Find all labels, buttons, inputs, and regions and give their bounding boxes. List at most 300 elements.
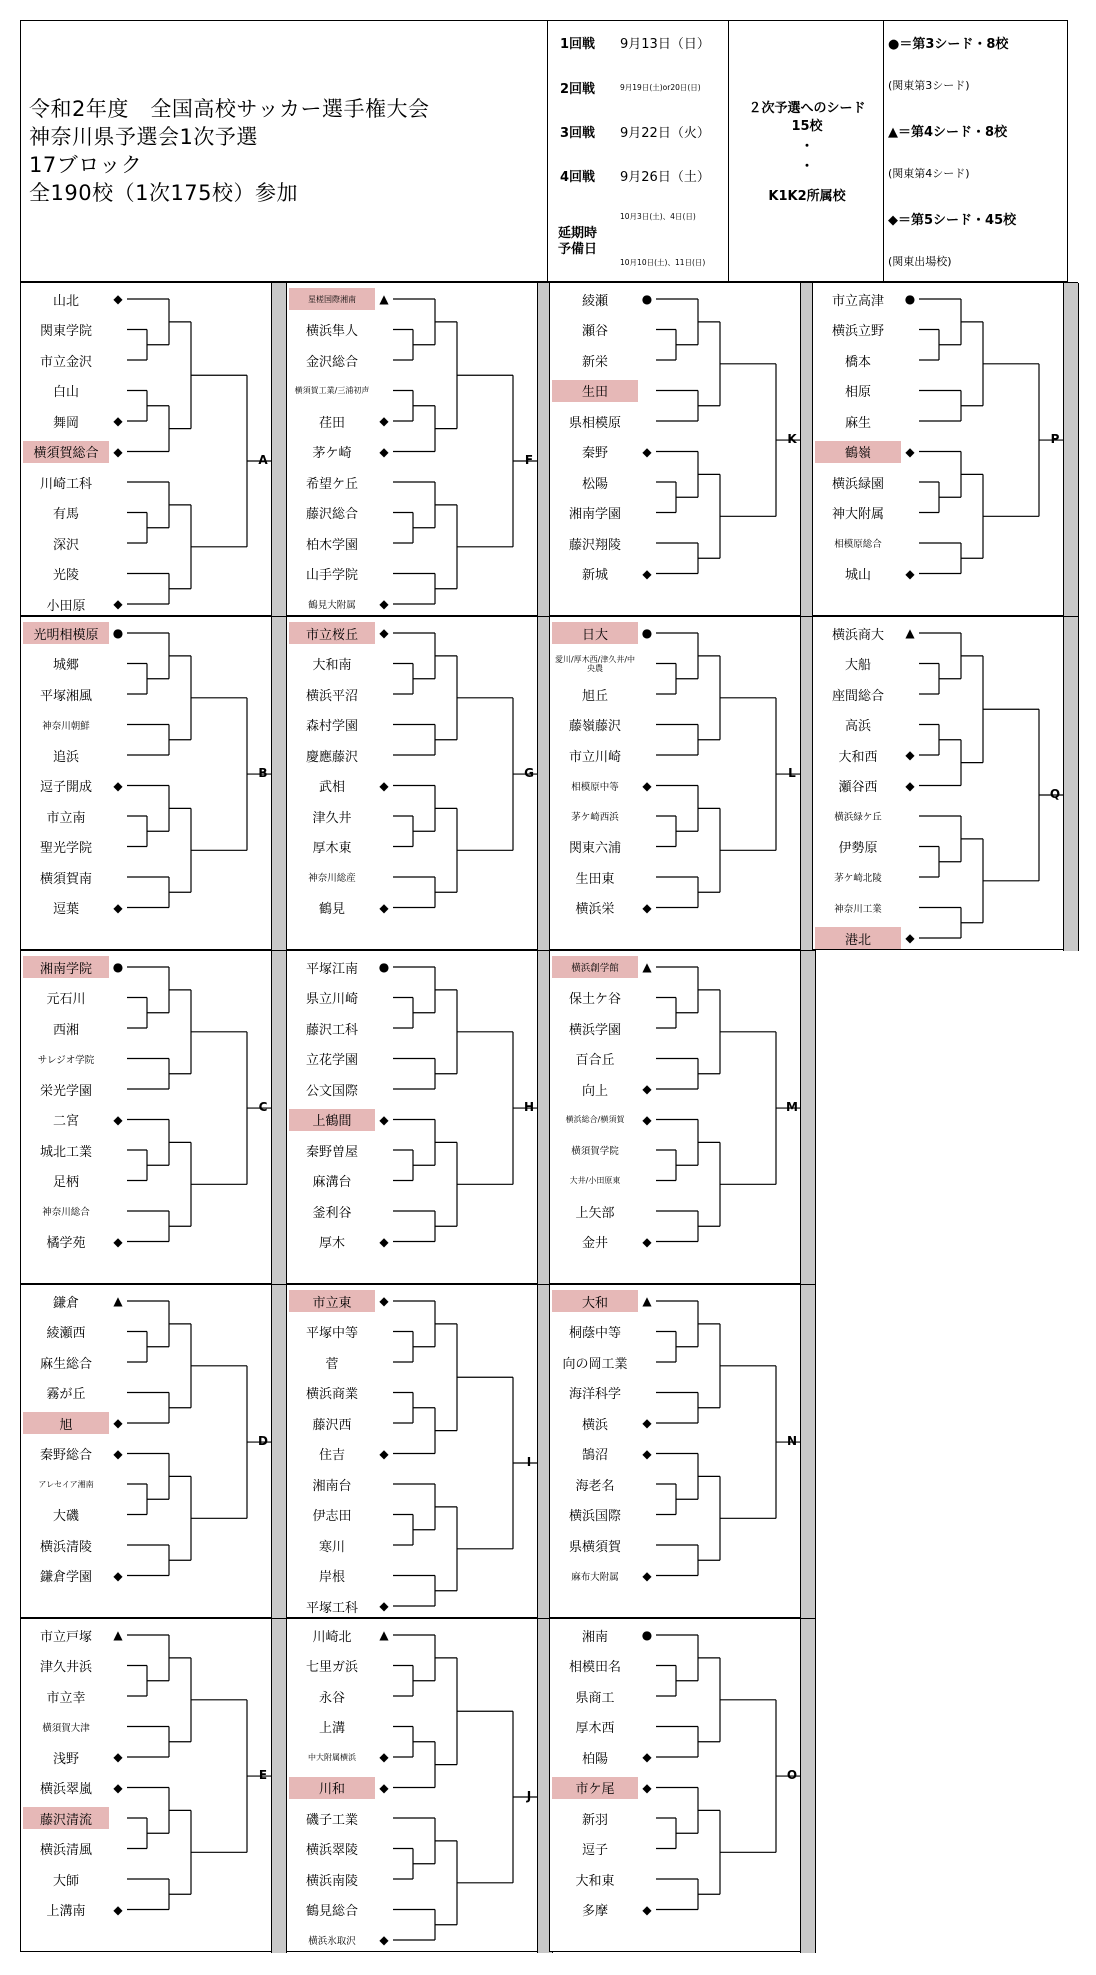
round-2-date: 9月19日(土)or20日(日) <box>620 83 701 92</box>
team-name: 横浜平沼 <box>305 688 358 704</box>
team-name: 市立高津 <box>831 293 884 309</box>
team-name: 新羽 <box>581 1812 608 1828</box>
team-name: サレジオ学院 <box>37 1054 95 1066</box>
seed-5-marker: ◆ <box>379 1933 389 1947</box>
team-name: 瀬谷 <box>581 324 608 339</box>
team-name: 関東学院 <box>39 324 92 339</box>
team-name: 横浜国際 <box>568 1509 621 1524</box>
round-4-date: 9月26日（土） <box>620 170 710 185</box>
seed-5-marker: ◆ <box>905 566 915 581</box>
reserve-label-2: 予備日 <box>558 242 598 257</box>
team-name: 海洋科学 <box>568 1387 621 1402</box>
title-line-1: 令和2年度 全国高校サッカー選手権大会 <box>29 97 430 121</box>
seed-4-marker: ▲ <box>113 1628 123 1642</box>
team-name: 秦野総合 <box>39 1448 92 1463</box>
team-name: 麻生総合 <box>39 1356 92 1372</box>
team-name: 藤沢総合 <box>305 507 358 522</box>
block-letter: L <box>788 766 796 781</box>
title-line-4: 全190校（1次175校）参加 <box>29 181 299 205</box>
seed-5-marker: ◆ <box>379 900 389 915</box>
seed-info-box <box>728 20 884 282</box>
seed-5-marker: ◆ <box>113 1568 123 1583</box>
team-name: 荏田 <box>318 415 345 431</box>
bracket-block-n <box>549 1284 815 1618</box>
team-name: 保土ケ谷 <box>568 992 621 1007</box>
team-name: 新城 <box>581 568 608 583</box>
team-name: 多摩 <box>581 1904 608 1919</box>
seed-5-marker: ◆ <box>379 1446 389 1461</box>
block-divider-strip <box>271 617 287 951</box>
legend-seed-5: ◆＝第5シード・45校 <box>888 213 1017 228</box>
team-name: 県商工 <box>575 1690 615 1706</box>
round-1-date: 9月13日（日） <box>620 37 710 52</box>
team-name: 相模原総合 <box>834 539 882 550</box>
bracket-block-i <box>286 1284 552 1618</box>
seed-4-marker: ▲ <box>642 1294 652 1308</box>
team-name: 生田東 <box>575 871 615 887</box>
seed-info-dot-2: ・ <box>800 159 814 174</box>
team-name: 横浜氷取沢 <box>308 1936 356 1947</box>
team-name: 高浜 <box>844 719 871 734</box>
team-name: 麻生 <box>844 415 871 431</box>
seed-5-marker: ◆ <box>113 444 123 459</box>
team-name: 秦野曽屋 <box>305 1144 358 1160</box>
bracket-block-m <box>549 950 815 1284</box>
round-3-label: 3回戦 <box>560 126 596 141</box>
team-name: 舞岡 <box>52 415 79 431</box>
team-name: 有馬 <box>52 507 79 522</box>
team-name: 深沢 <box>52 537 79 553</box>
team-name: 向上 <box>581 1083 608 1099</box>
team-name: 城山 <box>844 568 871 583</box>
team-name: 横須賀総合 <box>23 441 109 463</box>
team-name: 金井 <box>581 1236 608 1251</box>
team-name: 寒川 <box>318 1539 345 1555</box>
team-name: 藤沢清流 <box>23 1807 109 1829</box>
team-name: 県立川崎 <box>305 992 358 1007</box>
team-name: 上溝 <box>318 1721 345 1736</box>
team-name: 松陽 <box>581 476 608 492</box>
team-name: 横浜緑園 <box>831 476 884 492</box>
block-letter: Q <box>1049 787 1061 802</box>
seed-5-marker: ◆ <box>379 444 389 459</box>
team-name: 湘南学院 <box>23 956 109 978</box>
team-name: 磯子工業 <box>305 1812 358 1828</box>
team-name: 柏陽 <box>581 1751 608 1767</box>
round-2-label: 2回戦 <box>560 82 596 97</box>
team-name: 厚木西 <box>575 1721 615 1736</box>
team-name: 大磯 <box>52 1509 79 1524</box>
team-name: 光明相模原 <box>23 622 109 644</box>
team-name: 鶴見 <box>318 902 345 917</box>
team-name: 上鶴間 <box>289 1109 375 1131</box>
team-name: 鶴見総合 <box>305 1904 358 1919</box>
seed-5-marker: ◆ <box>379 1294 389 1308</box>
legend-seed-5-sub: (関東出場校) <box>888 255 952 268</box>
seed-5-marker: ◆ <box>379 1750 389 1764</box>
team-name: 柏木学園 <box>305 537 358 553</box>
block-divider-strip <box>800 951 816 1285</box>
seed-5-marker: ◆ <box>905 778 915 793</box>
team-name: 星槎国際湘南 <box>289 288 375 310</box>
team-name: 藤嶺藤沢 <box>568 719 621 734</box>
seed-5-marker: ◆ <box>905 444 915 459</box>
team-name: 横浜総合/横須賀 <box>565 1115 625 1124</box>
team-name: 桐蔭中等 <box>568 1326 621 1341</box>
bracket-block-o <box>549 1618 815 1952</box>
team-name: 愛川/厚木西/津久井/中央農 <box>554 654 636 673</box>
team-name: 大井/小田原東 <box>569 1176 621 1185</box>
team-name: 横浜翠陵 <box>305 1843 358 1858</box>
seed-5-marker: ◆ <box>642 1446 652 1461</box>
seed-5-marker: ◆ <box>642 778 652 793</box>
seed-5-marker: ◆ <box>113 1234 123 1249</box>
team-name: 市立戸塚 <box>39 1629 92 1645</box>
seed-5-marker: ◆ <box>113 1446 123 1461</box>
seed-5-marker: ◆ <box>642 1568 652 1583</box>
team-name: 横浜南陵 <box>305 1873 358 1889</box>
team-name: 市立川崎 <box>568 749 621 765</box>
team-name: 市立桜丘 <box>289 622 375 644</box>
bracket-block-d <box>20 1284 286 1618</box>
team-name: 座間総合 <box>831 688 884 704</box>
seed-3-marker: ● <box>904 292 916 306</box>
block-letter: F <box>524 453 534 468</box>
seed-4-marker: ▲ <box>905 626 915 640</box>
team-name: 鶴嶺 <box>815 441 901 463</box>
team-name: 大和西 <box>838 749 878 765</box>
schedule-box <box>547 20 729 282</box>
team-name: 白山 <box>52 385 79 400</box>
bracket-block-k <box>549 282 815 616</box>
seed-5-marker: ◆ <box>642 1112 652 1127</box>
team-name: 伊志田 <box>312 1509 352 1524</box>
team-name: 旭丘 <box>581 688 608 704</box>
team-name: 神大附属 <box>831 507 884 522</box>
team-name: 横浜翠嵐 <box>39 1782 92 1797</box>
team-name: 希望ケ丘 <box>305 476 358 492</box>
block-letter: K <box>787 432 797 447</box>
seed-5-marker: ◆ <box>642 1750 652 1764</box>
team-name: 横浜商業 <box>305 1387 358 1402</box>
team-name: 神奈川朝鮮 <box>42 720 90 732</box>
team-name: 湘南台 <box>312 1478 352 1494</box>
block-letter: B <box>258 766 268 781</box>
reserve-date-1: 10月3日(土)、4日(日) <box>620 212 696 221</box>
team-name: 横浜商大 <box>831 627 884 643</box>
block-letter: P <box>1050 432 1060 447</box>
team-name: 光陵 <box>52 568 79 583</box>
team-name: 公文国際 <box>305 1083 358 1099</box>
team-name: 津久井浜 <box>39 1660 92 1675</box>
team-name: 津久井 <box>312 810 352 826</box>
team-name: 立花学園 <box>305 1053 358 1068</box>
block-divider-strip <box>271 283 287 617</box>
team-name: 厚木東 <box>312 841 352 856</box>
team-name: 永谷 <box>318 1690 345 1706</box>
team-name: 新栄 <box>581 354 608 370</box>
block-letter: G <box>524 766 534 781</box>
team-name: 川崎北 <box>312 1629 352 1645</box>
team-name: 山北 <box>52 293 79 309</box>
legend-box <box>883 20 1068 282</box>
team-name: 旭 <box>23 1412 109 1434</box>
team-name: 県相模原 <box>568 415 621 431</box>
seed-5-marker: ◆ <box>379 1234 389 1249</box>
team-name: 相原 <box>844 385 871 400</box>
seed-5-marker: ◆ <box>642 1902 652 1917</box>
team-name: 湘南学園 <box>568 507 621 522</box>
team-name: 横浜 <box>581 1417 608 1433</box>
title-line-2: 神奈川県予選会1次予選 <box>29 125 258 149</box>
header-title-box <box>20 20 548 282</box>
seed-5-marker: ◆ <box>113 778 123 793</box>
team-name: 麻溝台 <box>312 1175 352 1190</box>
team-name: 日大 <box>552 622 638 644</box>
team-name: 上溝南 <box>46 1904 86 1919</box>
team-name: 横浜緑ケ丘 <box>834 812 882 823</box>
team-name: 生田 <box>552 380 638 402</box>
reserve-date-2: 10月10日(土)、11日(日) <box>620 258 706 267</box>
team-name: 鎌倉学園 <box>39 1570 92 1585</box>
seed-5-marker: ◆ <box>379 1780 389 1795</box>
block-divider-strip <box>800 1619 816 1953</box>
team-name: 港北 <box>815 927 901 949</box>
team-name: 麻布大附属 <box>571 1571 619 1583</box>
team-name: 西湘 <box>52 1022 79 1038</box>
seed-4-marker: ▲ <box>379 1628 389 1642</box>
team-name: 橘学苑 <box>46 1236 86 1251</box>
team-name: 住吉 <box>318 1448 345 1463</box>
bracket-block-p <box>812 282 1078 616</box>
team-name: 茅ケ崎北陵 <box>834 873 882 884</box>
seed-info-line-1: ２次予選へのシード <box>748 101 866 116</box>
bracket-block-b <box>20 616 286 950</box>
team-name: 横浜学園 <box>568 1022 621 1038</box>
legend-seed-4-sub: (関東第4シード) <box>888 167 970 180</box>
team-name: 相模原中等 <box>571 781 619 793</box>
seed-5-marker: ◆ <box>379 597 389 611</box>
team-name: 茅ケ崎西浜 <box>571 812 619 823</box>
seed-5-marker: ◆ <box>113 1780 123 1795</box>
seed-5-marker: ◆ <box>379 414 389 428</box>
seed-5-marker: ◆ <box>113 414 123 428</box>
team-name: 綾瀬 <box>581 293 608 309</box>
seed-5-marker: ◆ <box>642 444 652 459</box>
team-name: 瀬谷西 <box>838 780 878 795</box>
team-name: 浅野 <box>52 1751 79 1767</box>
team-name: 市ケ尾 <box>552 1777 638 1799</box>
team-name: 平塚江南 <box>305 961 358 977</box>
team-name: 上矢部 <box>575 1205 615 1221</box>
team-name: 山手学院 <box>305 568 358 583</box>
bracket-block-a <box>20 282 286 616</box>
team-name: 神奈川工業 <box>834 903 882 915</box>
team-name: 横浜立野 <box>831 324 884 339</box>
team-name: 逗葉 <box>52 902 79 917</box>
team-name: 市立東 <box>289 1290 375 1312</box>
title-line-3: 17ブロック <box>29 153 143 177</box>
team-name: 大和南 <box>312 658 352 673</box>
seed-5-marker: ◆ <box>113 1416 123 1430</box>
seed-3-marker: ● <box>112 626 124 640</box>
bracket-block-q <box>812 616 1078 950</box>
seed-5-marker: ◆ <box>642 566 652 581</box>
team-name: 厚木 <box>318 1236 345 1251</box>
team-name: 逗子 <box>581 1843 608 1858</box>
team-name: 市立金沢 <box>39 354 92 370</box>
seed-5-marker: ◆ <box>905 748 915 762</box>
seed-5-marker: ◆ <box>113 292 123 306</box>
team-name: 栄光学園 <box>39 1083 92 1099</box>
team-name: 足柄 <box>52 1175 79 1190</box>
seed-5-marker: ◆ <box>642 1416 652 1430</box>
team-name: 大師 <box>52 1873 79 1889</box>
team-name: 横須賀南 <box>39 871 92 887</box>
team-name: 秦野 <box>581 446 608 461</box>
team-name: 横浜隼人 <box>305 324 358 339</box>
team-name: 大船 <box>844 658 871 673</box>
legend-seed-4: ▲＝第4シード・8校 <box>888 125 1008 140</box>
legend-seed-3-sub: (関東第3シード) <box>888 79 970 92</box>
team-name: 聖光学院 <box>39 841 92 856</box>
team-name: 横浜清陵 <box>39 1539 92 1555</box>
seed-5-marker: ◆ <box>379 1112 389 1127</box>
seed-5-marker: ◆ <box>113 900 123 915</box>
team-name: 城北工業 <box>39 1144 92 1160</box>
seed-5-marker: ◆ <box>379 778 389 793</box>
seed-5-marker: ◆ <box>379 1599 389 1613</box>
team-name: 大和 <box>552 1290 638 1312</box>
block-letter: J <box>526 1789 532 1804</box>
team-name: 市立南 <box>46 810 86 826</box>
seed-5-marker: ◆ <box>113 1902 123 1917</box>
block-letter: D <box>258 1434 268 1449</box>
team-name: 金沢総合 <box>305 354 358 370</box>
team-name: 大和東 <box>575 1873 615 1889</box>
team-name: 神奈川総産 <box>308 873 356 884</box>
team-name: 二宮 <box>52 1114 79 1129</box>
team-name: 藤沢工科 <box>305 1022 358 1038</box>
bracket-block-h <box>286 950 552 1284</box>
team-name: 霧が丘 <box>46 1387 86 1402</box>
team-name: 釜利谷 <box>312 1205 352 1221</box>
team-name: 市立幸 <box>46 1690 86 1706</box>
seed-3-marker: ● <box>641 1628 653 1642</box>
seed-5-marker: ◆ <box>113 597 123 611</box>
seed-4-marker: ▲ <box>642 960 652 974</box>
team-name: 鎌倉 <box>52 1295 79 1311</box>
team-name: 武相 <box>318 780 345 795</box>
team-name: 横浜創学館 <box>552 956 638 978</box>
team-name: 菅 <box>325 1356 339 1372</box>
team-name: 平塚中等 <box>305 1326 358 1341</box>
reserve-label-1: 延期時 <box>558 226 598 241</box>
seed-5-marker: ◆ <box>113 1750 123 1764</box>
team-name: 横浜清風 <box>39 1843 92 1858</box>
team-name: 海老名 <box>575 1478 615 1494</box>
block-letter: M <box>786 1100 798 1115</box>
seed-info-line-3: K1K2所属校 <box>768 189 846 204</box>
seed-5-marker: ◆ <box>379 626 389 640</box>
bracket-block-e <box>20 1618 286 1952</box>
team-name: 綾瀬西 <box>46 1326 86 1341</box>
block-letter: H <box>523 1100 535 1115</box>
bracket-block-c <box>20 950 286 1284</box>
team-name: 中大附属横浜 <box>308 1752 356 1762</box>
bracket-block-g <box>286 616 552 950</box>
team-name: 追浜 <box>52 749 79 765</box>
team-name: 神奈川総合 <box>42 1207 90 1218</box>
block-letter: E <box>258 1768 268 1783</box>
team-name: 茅ケ崎 <box>312 446 352 461</box>
seed-5-marker: ◆ <box>113 1112 123 1127</box>
seed-info-line-2: 15校 <box>791 119 823 134</box>
team-name: 七里ガ浜 <box>305 1660 358 1675</box>
round-1-label: 1回戦 <box>560 37 596 52</box>
seed-5-marker: ◆ <box>905 931 915 945</box>
block-divider-strip <box>271 1285 287 1619</box>
team-name: 県横須賀 <box>568 1539 621 1555</box>
block-letter: I <box>526 1455 532 1470</box>
seed-3-marker: ● <box>641 626 653 640</box>
block-letter: O <box>786 1768 798 1783</box>
round-3-date: 9月22日（火） <box>620 126 710 141</box>
block-divider-strip <box>1063 283 1079 617</box>
block-letter: A <box>258 453 268 468</box>
seed-3-marker: ● <box>378 960 390 974</box>
seed-5-marker: ◆ <box>642 900 652 915</box>
team-name: 伊勢原 <box>838 841 878 856</box>
team-name: 鵠沼 <box>581 1448 608 1463</box>
seed-3-marker: ● <box>641 292 653 306</box>
seed-4-marker: ▲ <box>113 1294 123 1308</box>
seed-3-marker: ● <box>112 960 124 974</box>
team-name: 藤沢翔陵 <box>568 537 621 553</box>
bracket-block-l <box>549 616 815 950</box>
team-name: 元石川 <box>46 992 86 1007</box>
team-name: 逗子開成 <box>39 780 92 795</box>
team-name: 小田原 <box>46 598 86 614</box>
team-name: 横須賀工業/三浦初声 <box>294 386 370 395</box>
legend-seed-3: ●＝第3シード・8校 <box>888 37 1009 52</box>
team-name: 慶應藤沢 <box>305 749 358 765</box>
team-name: 向の岡工業 <box>562 1356 628 1372</box>
team-name: 湘南 <box>581 1629 608 1645</box>
block-divider-strip <box>800 1285 816 1619</box>
seed-info-dot-1: ・ <box>800 139 814 154</box>
seed-5-marker: ◆ <box>642 1082 652 1096</box>
team-name: 橋本 <box>844 354 871 370</box>
team-name: 鶴見大附属 <box>308 600 356 611</box>
team-name: 相模田名 <box>568 1660 621 1675</box>
block-divider-strip <box>271 1619 287 1953</box>
bracket-block-f <box>286 282 552 616</box>
team-name: 関東六浦 <box>568 841 621 856</box>
team-name: 平塚湘風 <box>39 688 92 704</box>
block-divider-strip <box>1063 617 1079 951</box>
block-letter: C <box>258 1100 268 1115</box>
seed-5-marker: ◆ <box>642 1234 652 1249</box>
team-name: 川崎工科 <box>39 476 92 492</box>
seed-5-marker: ◆ <box>642 1780 652 1795</box>
team-name: 城郷 <box>52 658 79 673</box>
block-letter: N <box>786 1434 798 1449</box>
team-name: 川和 <box>289 1777 375 1799</box>
team-name: アレセイア湘南 <box>38 1479 94 1489</box>
team-name: 森村学園 <box>305 719 358 734</box>
team-name: 横浜栄 <box>575 902 615 917</box>
